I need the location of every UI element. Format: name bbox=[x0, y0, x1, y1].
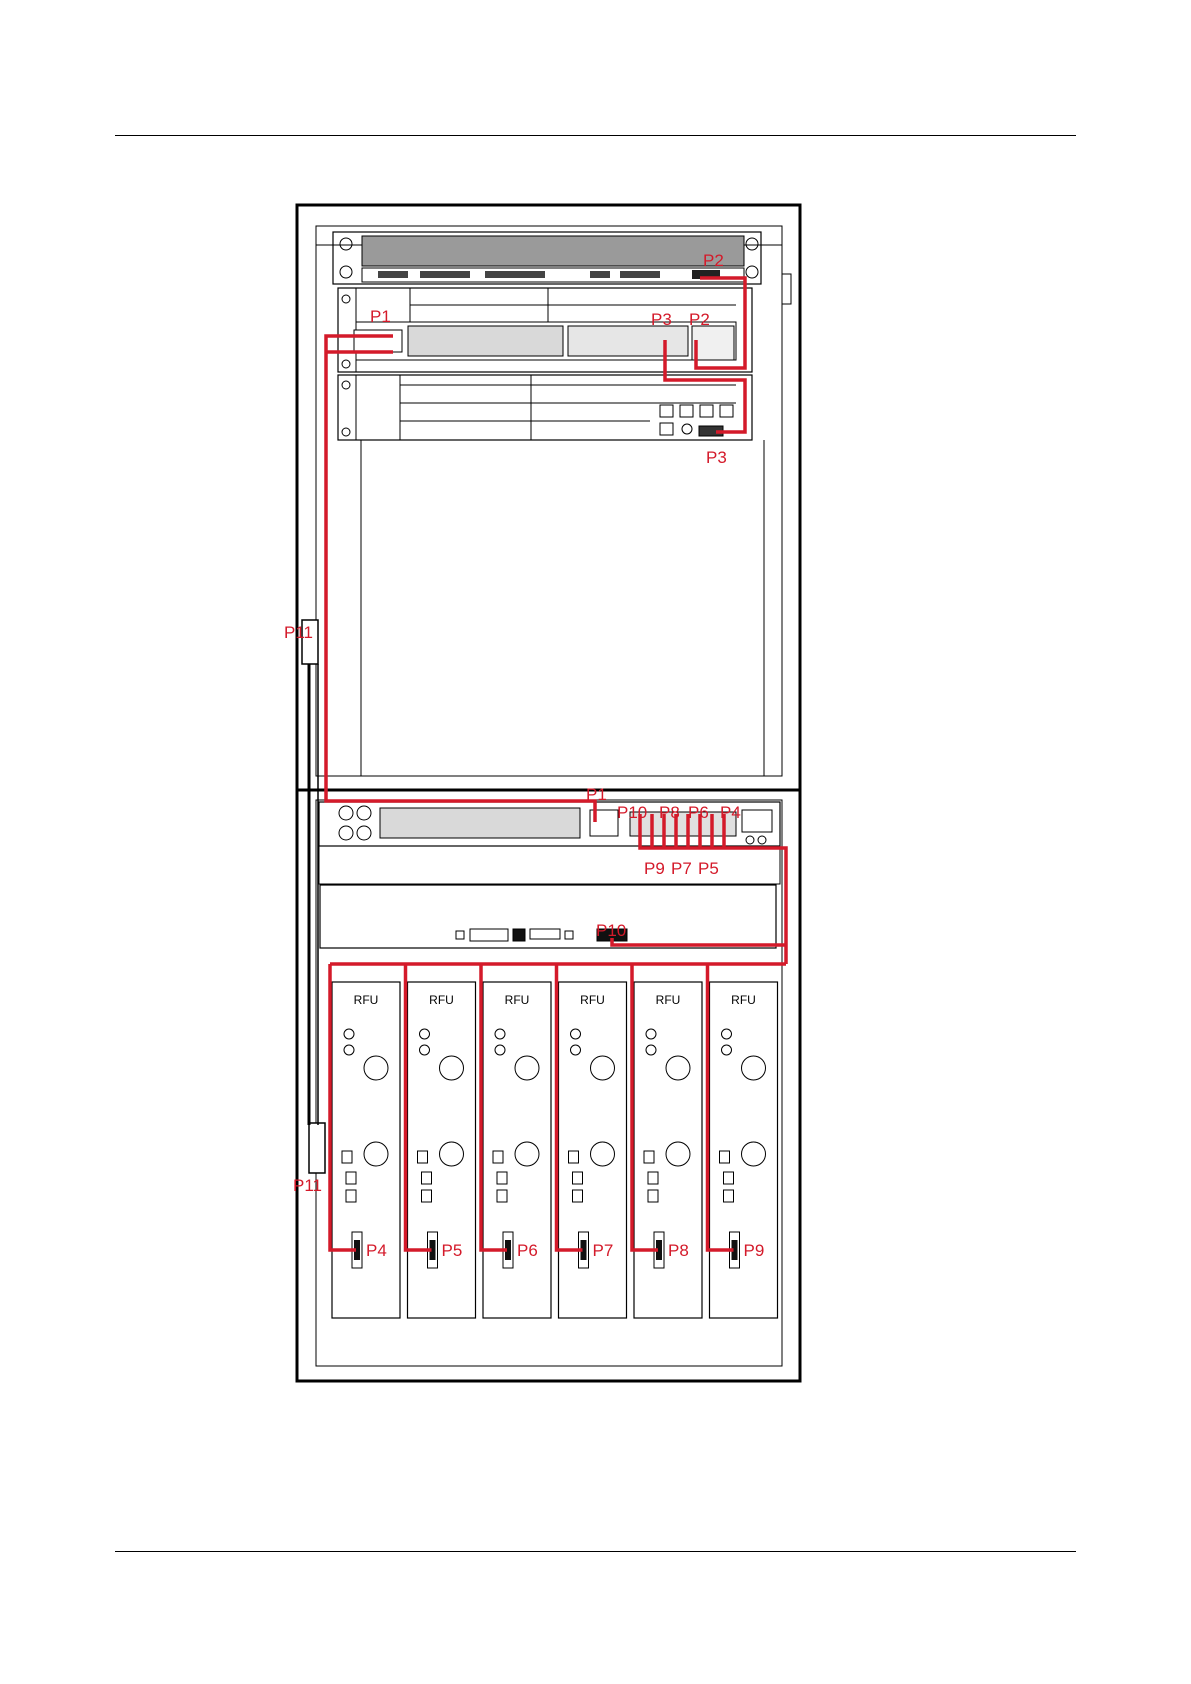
rfu-module bbox=[483, 982, 551, 1318]
label-p8-bus: P8 bbox=[659, 803, 680, 822]
rfu-outline bbox=[559, 982, 627, 1318]
label-p2-mid: P2 bbox=[689, 310, 710, 329]
rfu-module bbox=[710, 982, 778, 1318]
rfu-outline bbox=[634, 982, 702, 1318]
label-p10-bus: P10 bbox=[617, 803, 648, 822]
rfu-outline bbox=[332, 982, 400, 1318]
vent-grid bbox=[362, 236, 744, 266]
rfu-label: RFU bbox=[731, 993, 756, 1007]
label-p3-low: P3 bbox=[706, 448, 727, 467]
rfu-label: RFU bbox=[353, 993, 379, 1007]
screw-icon bbox=[340, 266, 352, 278]
rfu-module bbox=[332, 982, 400, 1318]
label-p11-upper: P11 bbox=[284, 623, 313, 642]
monitoring-unit bbox=[338, 375, 752, 440]
rfu-label: RFU bbox=[429, 993, 454, 1007]
screw-icon bbox=[746, 266, 758, 278]
screw-icon bbox=[342, 381, 350, 389]
screw-icon bbox=[340, 238, 352, 250]
label-p11-lower: P11 bbox=[293, 1176, 322, 1195]
cable-p1 bbox=[326, 336, 595, 822]
label-p4-bus: P4 bbox=[720, 803, 741, 822]
rfu-port-label: P6 bbox=[517, 1241, 538, 1260]
label-p1-bottom: P1 bbox=[586, 785, 607, 804]
rfu-module bbox=[408, 982, 476, 1318]
screw-icon bbox=[342, 428, 350, 436]
rfu-port-label: P4 bbox=[366, 1241, 387, 1260]
screw-icon bbox=[746, 238, 758, 250]
cable-p11 bbox=[302, 620, 325, 1173]
cable-p10 bbox=[612, 938, 786, 945]
rfu-module bbox=[559, 982, 627, 1318]
label-p5-bus: P5 bbox=[698, 859, 719, 878]
screw-icon bbox=[342, 295, 350, 303]
label-p9-bus: P9 bbox=[644, 859, 665, 878]
label-p6-bus: P6 bbox=[688, 803, 709, 822]
rfu-outline bbox=[710, 982, 778, 1318]
rfu-port-label: P5 bbox=[441, 1241, 463, 1260]
rfu-label: RFU bbox=[504, 993, 530, 1007]
rfu-outline bbox=[483, 982, 551, 1318]
rfu-label: RFU bbox=[655, 993, 681, 1007]
cabinet-side-latch bbox=[782, 274, 791, 304]
rfu-label: RFU bbox=[580, 993, 605, 1007]
label-p7-bus: P7 bbox=[671, 859, 692, 878]
label-p3-mid: P3 bbox=[651, 310, 672, 329]
rfu-port-label: P8 bbox=[668, 1241, 689, 1260]
label-p2-top: P2 bbox=[703, 251, 724, 270]
rfu-module bbox=[634, 982, 702, 1318]
top-unit bbox=[333, 232, 761, 284]
label-p1-top: P1 bbox=[370, 307, 391, 326]
label-p10-bbu: P10 bbox=[596, 921, 627, 940]
rfu-port-label: P7 bbox=[592, 1241, 614, 1260]
screw-icon bbox=[342, 360, 350, 368]
bbu-unit bbox=[320, 885, 776, 948]
rfu-port-label: P9 bbox=[743, 1241, 765, 1260]
rfu-outline bbox=[408, 982, 476, 1318]
power-distribution-unit bbox=[338, 288, 752, 372]
